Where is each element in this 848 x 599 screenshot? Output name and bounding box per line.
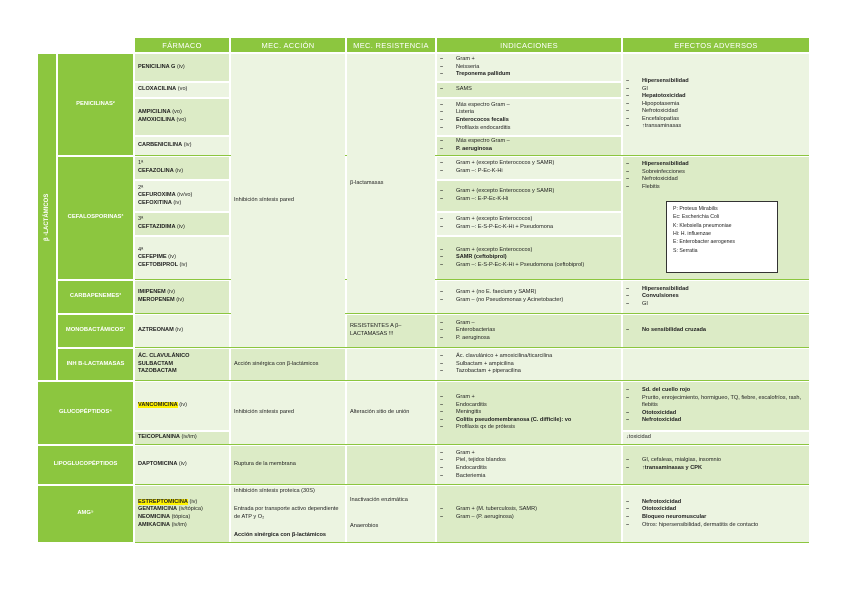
group-monobactamicos: MONOBACTÁMICOS³ bbox=[58, 315, 133, 347]
row-cef-2: 2ª CEFUROXIMA (iv/vo) CEFOXITINA (iv) bbox=[135, 181, 229, 211]
ind-aminopenicilinas: – Más espectro Gram – – Listeria – Enterococos fecalis – Profilaxis endocarditis bbox=[437, 99, 621, 135]
ind-cloxacilina: – SAMS bbox=[437, 83, 621, 97]
row-aztreonam: AZTREONAM (iv) bbox=[135, 315, 229, 347]
mec-resistencia-inh bbox=[347, 349, 435, 380]
header-mec-resistencia: MEC. RESISTENCIA bbox=[347, 38, 435, 52]
ind-glucopeptidos: – Gram + – Endocarditis – Meningitis – Colitis pseudomembranosa (C. difficile): vo – Profilaxis qx de prótesis bbox=[437, 382, 621, 444]
row-daptomicina: DAPTOMICINA (iv) bbox=[135, 446, 229, 484]
group-amg: AMG⁵ bbox=[38, 486, 133, 542]
row-penicilina-g: PENICILINA G (iv) bbox=[135, 54, 229, 81]
mec-resistencia-beta: β-lactamasas bbox=[347, 54, 435, 313]
group-carbapenemes: CARBAPENEMES³ bbox=[58, 281, 133, 313]
mec-resistencia-lipo bbox=[347, 446, 435, 484]
ind-carbenicilina: – Más espectro Gram – – P. aeruginosa bbox=[437, 137, 621, 155]
ind-cef-1: – Gram + (excepto Enterococos y SAMR) – Gram –: P-Ec-K-Hi bbox=[437, 157, 621, 179]
ind-penicilina-g: – Gram + – Neisseria – Treponema pallidum bbox=[437, 54, 621, 81]
ind-cef-4: – Gram + (excepto Enterococos) – SAMR (ceftobiprol) – Gram –: E-S-P-Ec-K-Hi + Pseudomona (ceftobiprol) bbox=[437, 237, 621, 279]
ef-teicoplanina: ↓toxicidad bbox=[623, 432, 809, 444]
ef-vancomicina: – Sd. del cuello rojo – Prurito, enrojecimiento, hormigueo, TQ, fiebre, escalofríos, rash, flebitis – Ototoxicidad – Nefrotoxicidad bbox=[623, 382, 809, 430]
group-inh-beta-lactamasas: INH Β-LACTAMASAS bbox=[58, 349, 133, 380]
mec-resistencia-amg: Inactivación enzimática Anaerobios bbox=[347, 486, 435, 542]
header-indicaciones: INDICACIONES bbox=[437, 38, 621, 52]
row-cef-3: 3ª CEFTAZIDIMA (iv) bbox=[135, 213, 229, 235]
row-carbenicilina: CARBENICILINA (iv) bbox=[135, 137, 229, 155]
group-lipoglucopeptidos: LIPOGLUCOPÉPTIDOS bbox=[38, 446, 133, 484]
mec-accion-gluco: Inhibición síntesis pared bbox=[231, 382, 345, 444]
group-penicilinas: PENICILINAS² bbox=[58, 54, 133, 155]
group-beta-lactamicos: β -LACTÁMICOS bbox=[38, 54, 56, 380]
ind-monobactamicos: – Gram – – Enterobacterias – P. aeruginosa bbox=[437, 315, 621, 347]
mec-accion-inh: Acción sinérgica con β-lactámicos bbox=[231, 349, 345, 380]
header-mec-accion: MEC. ACCIÓN bbox=[231, 38, 345, 52]
ind-carbapenemes: – Gram + (no E. faecium y SAMR) – Gram – (no Pseudomonas y Acinetobacter) bbox=[437, 281, 621, 313]
ef-lipoglucopeptidos: – GI, cefaleas, mialgias, insomnio – ↑transaminasas y CPK bbox=[623, 446, 809, 484]
mec-accion-lipo: Ruptura de la membrana bbox=[231, 446, 345, 484]
legend-box: P: Proteus Mirabilis Ec: Escherichia Coli K: Klebsiella pneumoniae Hi: H. influenzae E: Enterobacter aerogenes S: Serratia bbox=[666, 201, 778, 273]
mec-accion-amg: Inhibición síntesis proteica (30S) Entrada por transporte activo dependiente de ATP y O₂ Acción sinérgica con β-lactámicos bbox=[231, 486, 345, 542]
ef-penicilinas: – Hipersensibilidad – GI – Hepatotoxicidad – Hipopotasemia – Nefrotoxicidad – Encefalopatías – ↑transaminasas bbox=[623, 54, 809, 155]
header-efectos-adversos: EFECTOS ADVERSOS bbox=[623, 38, 809, 52]
mec-accion-beta: Inhibición síntesis pared bbox=[231, 54, 345, 347]
row-inh-beta: ÁC. CLAVULÁNICO SULBACTAM TAZOBACTAM bbox=[135, 349, 229, 380]
ind-inh-beta: – Ác. clavulánico + amoxicilina/ticarcilina – Sulbactam + ampicilina – Tazobactam + piperacilina bbox=[437, 349, 621, 380]
ef-amg: – Nefrotoxicidad – Ototoxicidad – Bloqueo neuromuscular – Otros: hipersensibilidad, dermatitis de contacto bbox=[623, 486, 809, 542]
mec-resistencia-gluco: Alteración sitio de unión bbox=[347, 382, 435, 444]
group-glucopeptidos: GLUCOPÉPTIDOS⁴ bbox=[38, 382, 133, 444]
ind-lipoglucopeptidos: – Gram + – Piel, tejidos blandos – Endocarditis – Bacteriemia bbox=[437, 446, 621, 484]
row-cef-1: 1ª CEFAZOLINA (iv) bbox=[135, 157, 229, 179]
header-farmaco: FÁRMACO bbox=[135, 38, 229, 52]
row-cef-4: 4ª CEFEPIME (iv) CEFTOBIPROL (iv) bbox=[135, 237, 229, 279]
ef-carbapenemes: – Hipersensibilidad – Convulsiones – GI bbox=[623, 281, 809, 313]
mec-resistencia-mono: RESISTENTES A β–LACTAMASAS !!! bbox=[347, 315, 435, 347]
ind-amg: – Gram + (M. tuberculosis, SAMR) – Gram – (P. aeruginosa) bbox=[437, 486, 621, 542]
ef-monobactamicos: – No sensibilidad cruzada bbox=[623, 315, 809, 347]
ef-inh-beta bbox=[623, 349, 809, 380]
row-vancomicina: VANCOMICINA (iv) bbox=[135, 382, 229, 430]
ind-cef-3: – Gram + (excepto Enterococos) – Gram –: E-S-P-Ec-K-Hi + Pseudomona bbox=[437, 213, 621, 235]
row-carbapenemes: IMIPENEM (iv) MEROPENEM (iv) bbox=[135, 281, 229, 313]
row-cloxacilina: CLOXACILINA (vo) bbox=[135, 83, 229, 97]
group-cefalosporinas: CEFALOSPORINAS³ bbox=[58, 157, 133, 279]
row-teicoplanina: TEICOPLANINA (iv/im) bbox=[135, 432, 229, 444]
row-aminoglucosidos: ESTREPTOMICINA (iv) GENTAMICINA (iv/tópica) NEOMICINA (tópica) AMIKACINA (iv/im) bbox=[135, 486, 229, 542]
ef-cefalosporinas: – Hipersensibilidad – Sobreinfecciones – Nefrotoxicidad – Flebitis bbox=[623, 157, 809, 279]
row-aminopenicilinas: AMPICILINA (vo) AMOXICILINA (vo) bbox=[135, 99, 229, 135]
ind-cef-2: – Gram + (excepto Enterococos y SAMR) – Gram –: E-P-Ec-K-Hi bbox=[437, 181, 621, 211]
